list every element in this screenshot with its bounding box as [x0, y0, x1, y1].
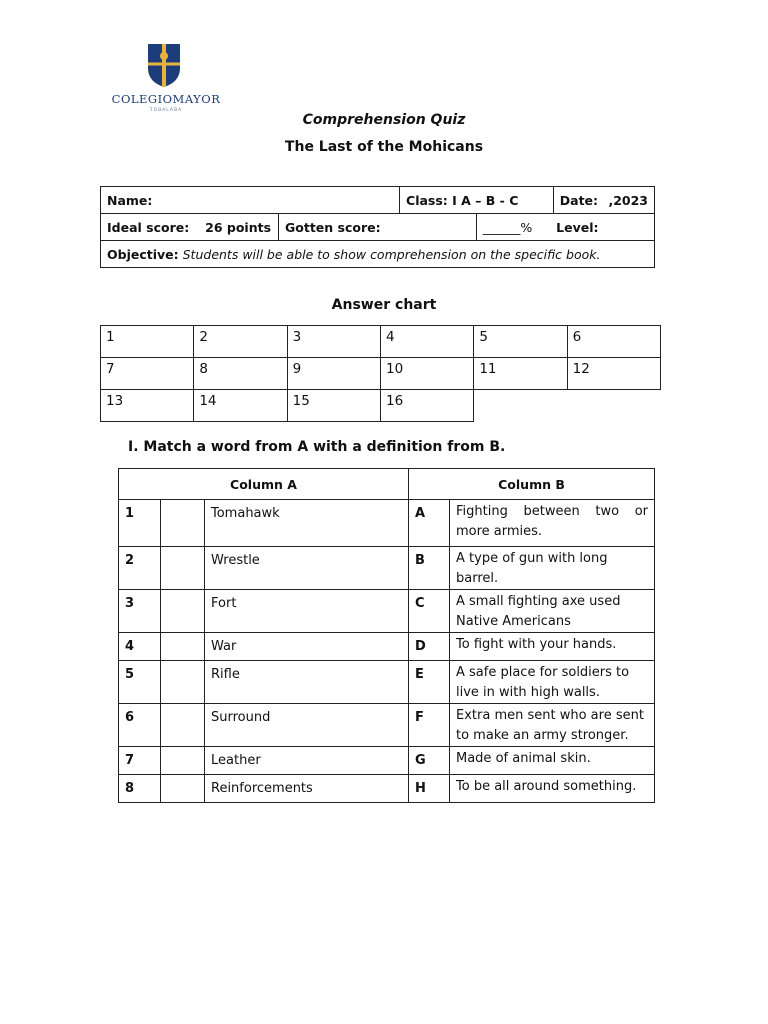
answer-cell[interactable]: 15: [287, 390, 380, 422]
answer-cell[interactable]: 9: [287, 358, 380, 390]
answer-cell[interactable]: 14: [194, 390, 287, 422]
gotten-score-cell[interactable]: [279, 214, 477, 241]
date-value: ,2023: [608, 192, 648, 208]
definition-letter: B: [409, 547, 450, 590]
answer-cell[interactable]: 4: [380, 326, 473, 358]
row-number: 1: [119, 500, 161, 547]
section-heading: I. Match a word from A with a definition from B.: [128, 439, 506, 455]
answer-chart-title: Answer chart: [331, 297, 437, 313]
logo-subtitle: TOBALABA: [149, 108, 183, 113]
word: Reinforcements: [205, 775, 409, 803]
name-label: Name:: [107, 192, 153, 208]
answer-cell[interactable]: 10: [380, 358, 473, 390]
answer-cell[interactable]: 13: [101, 390, 194, 422]
date-cell[interactable]: [553, 187, 654, 214]
date-label: Date:: [559, 192, 599, 208]
word: Wrestle: [205, 547, 409, 590]
answer-blank[interactable]: [161, 747, 205, 775]
table-row: [119, 547, 655, 590]
class-cell: [400, 187, 554, 214]
answer-cell[interactable]: 16: [380, 390, 473, 422]
table-row: [119, 661, 655, 704]
matching-table: [118, 468, 655, 803]
definition: A small fighting axe used Native Americans: [450, 590, 655, 633]
answer-blank[interactable]: [161, 775, 205, 803]
row-number: 8: [119, 775, 161, 803]
table-row: [119, 747, 655, 775]
definition: To be all around something.: [450, 775, 655, 803]
table-row: [119, 590, 655, 633]
definition: A type of gun with long barrel.: [450, 547, 655, 590]
book-title: The Last of the Mohicans: [284, 139, 484, 155]
table-row: [119, 633, 655, 661]
quiz-title: Comprehension Quiz: [302, 112, 466, 128]
word: Tomahawk: [205, 500, 409, 547]
table-row: [119, 500, 655, 547]
definition: Made of animal skin.: [450, 747, 655, 775]
answer-cell[interactable]: 3: [287, 326, 380, 358]
definition-letter: A: [409, 500, 450, 547]
definition-letter: D: [409, 633, 450, 661]
answer-blank[interactable]: [161, 590, 205, 633]
word: War: [205, 633, 409, 661]
gotten-score-label: Gotten score:: [285, 219, 381, 235]
ideal-score-label: Ideal score:: [107, 219, 190, 235]
answer-cell[interactable]: 2: [194, 326, 287, 358]
percent-field: ______%: [482, 219, 533, 235]
objective-label: Objective:: [107, 246, 179, 262]
ideal-score-value: 26 points: [205, 219, 272, 235]
word: Rifle: [205, 661, 409, 704]
definition: To fight with your hands.: [450, 633, 655, 661]
word: Leather: [205, 747, 409, 775]
answer-cell[interactable]: 1: [101, 326, 194, 358]
answer-cell-empty: [567, 390, 660, 422]
ideal-score-cell: [101, 214, 279, 241]
answer-cell-empty: [474, 390, 567, 422]
definition-letter: E: [409, 661, 450, 704]
answer-cell[interactable]: 5: [474, 326, 567, 358]
row-number: 2: [119, 547, 161, 590]
shield-icon: [146, 42, 182, 88]
row-number: 5: [119, 661, 161, 704]
objective-text: Students will be able to show comprehension on the specific book.: [182, 246, 601, 262]
answer-blank[interactable]: [161, 633, 205, 661]
percent-level-cell[interactable]: [476, 214, 654, 241]
table-row: [119, 775, 655, 803]
definition-letter: C: [409, 590, 450, 633]
definition: Fighting between two or more armies.: [450, 500, 655, 547]
definition-letter: H: [409, 775, 450, 803]
name-cell[interactable]: [101, 187, 400, 214]
class-label: Class: I A – B - C: [406, 192, 519, 208]
answer-cell[interactable]: 11: [474, 358, 567, 390]
definition: Extra men sent who are sent to make an army stronger.: [450, 704, 655, 747]
row-number: 4: [119, 633, 161, 661]
level-label: Level:: [556, 219, 599, 235]
objective-cell: [101, 241, 655, 268]
answer-cell[interactable]: 6: [567, 326, 660, 358]
word: Fort: [205, 590, 409, 633]
answer-cell[interactable]: 7: [101, 358, 194, 390]
definition-letter: F: [409, 704, 450, 747]
row-number: 6: [119, 704, 161, 747]
answer-chart: [100, 325, 661, 422]
answer-blank[interactable]: [161, 661, 205, 704]
column-a-header: Column A: [119, 469, 409, 500]
row-number: 3: [119, 590, 161, 633]
answer-blank[interactable]: [161, 704, 205, 747]
answer-blank[interactable]: [161, 500, 205, 547]
definition-letter: G: [409, 747, 450, 775]
word: Surround: [205, 704, 409, 747]
answer-cell[interactable]: 8: [194, 358, 287, 390]
logo-name: COLEGIOMAYOR: [111, 92, 221, 106]
student-info-table: [100, 186, 655, 268]
column-b-header: Column B: [409, 469, 655, 500]
row-number: 7: [119, 747, 161, 775]
answer-blank[interactable]: [161, 547, 205, 590]
definition: A safe place for soldiers to live in with high walls.: [450, 661, 655, 704]
school-logo: [104, 42, 228, 114]
answer-cell[interactable]: 12: [567, 358, 660, 390]
table-row: [119, 704, 655, 747]
